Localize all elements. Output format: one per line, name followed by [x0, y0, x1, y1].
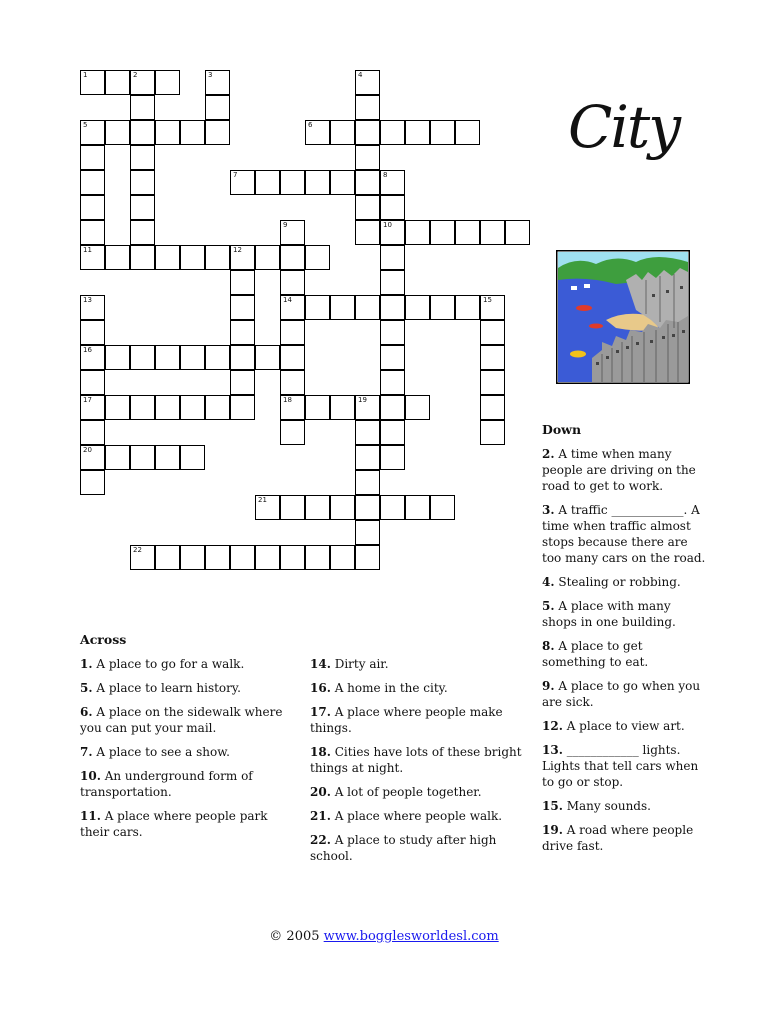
- grid-cell: [455, 220, 480, 245]
- grid-cell: [80, 295, 105, 320]
- clue-number: 12: [233, 246, 242, 254]
- clue-across-20: 20. A lot of people together.: [310, 785, 482, 799]
- grid-cell: [355, 395, 380, 420]
- down-heading: Down: [542, 422, 582, 437]
- grid-cell: [305, 120, 330, 145]
- grid-cell: [80, 320, 105, 345]
- grid-cell: [105, 395, 130, 420]
- clue-across-6: 6. A place on the sidewalk where you can put your mail.: [80, 705, 283, 735]
- clue-down-15: 15. Many sounds.: [542, 799, 651, 813]
- website-link[interactable]: www.bogglesworldesl.com: [323, 929, 499, 944]
- clue-number: 14: [283, 296, 292, 304]
- grid-cell: [330, 395, 355, 420]
- grid-cell: [455, 295, 480, 320]
- grid-cell: [80, 345, 105, 370]
- clue-number: 17: [83, 396, 92, 404]
- grid-cell: [80, 395, 105, 420]
- clue-across-1: 1. A place to go for a walk.: [80, 657, 245, 671]
- grid-cell: [405, 120, 430, 145]
- grid-cell: [155, 245, 180, 270]
- grid-cell: [130, 170, 155, 195]
- grid-cell: [180, 545, 205, 570]
- down-clues-column: [542, 422, 707, 862]
- grid-cell: [280, 545, 305, 570]
- grid-cell: [280, 395, 305, 420]
- grid-cell: [480, 320, 505, 345]
- grid-cell: [480, 295, 505, 320]
- grid-cell: [430, 220, 455, 245]
- grid-cell: [330, 545, 355, 570]
- grid-cell: [255, 495, 280, 520]
- grid-cell: [130, 145, 155, 170]
- grid-cell: [355, 545, 380, 570]
- grid-cell: [355, 495, 380, 520]
- footer: [0, 929, 768, 944]
- grid-cell: [305, 170, 330, 195]
- grid-cell: [130, 395, 155, 420]
- grid-cell: [255, 345, 280, 370]
- grid-cell: [230, 170, 255, 195]
- grid-cell: [480, 395, 505, 420]
- grid-cell: [155, 445, 180, 470]
- grid-cell: [230, 295, 255, 320]
- grid-cell: [205, 120, 230, 145]
- grid-cell: [280, 370, 305, 395]
- grid-cell: [280, 220, 305, 245]
- grid-cell: [380, 120, 405, 145]
- clue-down-5: 5. A place with many shops in one building.: [542, 599, 676, 629]
- grid-cell: [80, 420, 105, 445]
- city-illustration: [556, 250, 690, 384]
- grid-cell: [255, 545, 280, 570]
- grid-cell: [380, 445, 405, 470]
- grid-cell: [155, 395, 180, 420]
- grid-cell: [230, 270, 255, 295]
- grid-cell: [155, 120, 180, 145]
- clue-down-12: 12. A place to view art.: [542, 719, 685, 733]
- grid-cell: [255, 245, 280, 270]
- grid-cell: [130, 195, 155, 220]
- grid-cell: [480, 345, 505, 370]
- grid-cell: [480, 370, 505, 395]
- clue-number: 18: [283, 396, 292, 404]
- grid-cell: [380, 245, 405, 270]
- grid-cell: [305, 545, 330, 570]
- grid-cell: [405, 295, 430, 320]
- grid-cell: [130, 245, 155, 270]
- grid-cell: [80, 195, 105, 220]
- clue-number: 22: [133, 546, 142, 554]
- grid-cell: [355, 95, 380, 120]
- clue-number: 8: [383, 171, 388, 179]
- grid-cell: [180, 445, 205, 470]
- grid-cell: [155, 70, 180, 95]
- grid-cell: [205, 70, 230, 95]
- grid-cell: [355, 470, 380, 495]
- grid-cell: [380, 170, 405, 195]
- clue-across-14: 14. Dirty air.: [310, 657, 389, 671]
- grid-cell: [430, 495, 455, 520]
- grid-cell: [230, 370, 255, 395]
- grid-cell: [80, 445, 105, 470]
- grid-cell: [230, 395, 255, 420]
- clue-number: 19: [358, 396, 367, 404]
- grid-cell: [380, 320, 405, 345]
- grid-cell: [330, 170, 355, 195]
- grid-cell: [80, 120, 105, 145]
- clue-number: 15: [483, 296, 492, 304]
- across-clues-column-2: [310, 656, 530, 872]
- clue-down-2: 2. A time when many people are driving on the road to get to work.: [542, 447, 696, 493]
- grid-cell: [80, 220, 105, 245]
- clue-down-13: 13. ____________ lights. Lights that tell cars when to go or stop.: [542, 743, 699, 789]
- clue-down-8: 8. A place to get something to eat.: [542, 639, 649, 669]
- clue-number: 11: [83, 246, 92, 254]
- grid-cell: [205, 545, 230, 570]
- clue-number: 4: [358, 71, 363, 79]
- grid-cell: [355, 420, 380, 445]
- grid-cell: [280, 295, 305, 320]
- clue-down-9: 9. A place to go when you are sick.: [542, 679, 701, 709]
- grid-cell: [180, 120, 205, 145]
- grid-cell: [480, 420, 505, 445]
- grid-cell: [105, 245, 130, 270]
- clue-number: 7: [233, 171, 238, 179]
- grid-cell: [405, 220, 430, 245]
- clue-down-4: 4. Stealing or robbing.: [542, 575, 681, 589]
- grid-cell: [380, 370, 405, 395]
- copyright-text: © 2005: [269, 929, 320, 944]
- grid-cell: [355, 195, 380, 220]
- clue-number: 6: [308, 121, 313, 129]
- grid-cell: [305, 495, 330, 520]
- grid-cell: [205, 245, 230, 270]
- grid-cell: [380, 220, 405, 245]
- puzzle-title: City: [568, 93, 680, 161]
- grid-cell: [130, 220, 155, 245]
- clue-across-10: 10. An underground form of transportation.: [80, 769, 253, 799]
- clue-down-3: 3. A traffic ____________. A time when traffic almost stops because there are too many cars on the road.: [542, 503, 706, 565]
- grid-cell: [130, 345, 155, 370]
- grid-cell: [230, 320, 255, 345]
- grid-cell: [255, 170, 280, 195]
- grid-cell: [330, 495, 355, 520]
- grid-cell: [80, 370, 105, 395]
- grid-cell: [355, 145, 380, 170]
- grid-cell: [155, 545, 180, 570]
- clue-across-7: 7. A place to see a show.: [80, 745, 230, 759]
- grid-cell: [280, 170, 305, 195]
- grid-cell: [80, 245, 105, 270]
- clue-number: 20: [83, 446, 92, 454]
- across-heading: Across: [80, 632, 127, 647]
- clue-number: 3: [208, 71, 213, 79]
- clue-across-18: 18. Cities have lots of these bright things at night.: [310, 745, 522, 775]
- clue-number: 1: [83, 71, 88, 79]
- grid-cell: [280, 420, 305, 445]
- grid-cell: [230, 245, 255, 270]
- grid-cell: [355, 120, 380, 145]
- grid-cell: [180, 245, 205, 270]
- grid-cell: [205, 345, 230, 370]
- grid-cell: [130, 545, 155, 570]
- clue-number: 9: [283, 221, 288, 229]
- grid-cell: [180, 345, 205, 370]
- grid-cell: [230, 545, 255, 570]
- grid-cell: [380, 495, 405, 520]
- clue-across-16: 16. A home in the city.: [310, 681, 448, 695]
- grid-cell: [355, 70, 380, 95]
- clue-number: 16: [83, 346, 92, 354]
- grid-cell: [105, 445, 130, 470]
- clue-across-21: 21. A place where people walk.: [310, 809, 503, 823]
- grid-cell: [480, 220, 505, 245]
- grid-cell: [305, 395, 330, 420]
- clue-across-5: 5. A place to learn history.: [80, 681, 241, 695]
- clue-number: 2: [133, 71, 138, 79]
- grid-cell: [130, 445, 155, 470]
- clue-number: 10: [383, 221, 392, 229]
- grid-cell: [430, 120, 455, 145]
- grid-cell: [380, 295, 405, 320]
- grid-cell: [355, 170, 380, 195]
- clue-down-19: 19. A road where people drive fast.: [542, 823, 694, 853]
- grid-cell: [505, 220, 530, 245]
- grid-cell: [130, 95, 155, 120]
- grid-cell: [355, 520, 380, 545]
- grid-cell: [305, 295, 330, 320]
- grid-cell: [80, 145, 105, 170]
- grid-cell: [280, 320, 305, 345]
- clue-across-17: 17. A place where people make things.: [310, 705, 503, 735]
- grid-cell: [155, 345, 180, 370]
- grid-cell: [380, 195, 405, 220]
- grid-cell: [330, 120, 355, 145]
- grid-cell: [430, 295, 455, 320]
- grid-cell: [380, 395, 405, 420]
- grid-cell: [205, 95, 230, 120]
- grid-cell: [355, 220, 380, 245]
- grid-cell: [455, 120, 480, 145]
- grid-cell: [105, 120, 130, 145]
- clue-across-22: 22. A place to study after high school.: [310, 833, 497, 863]
- grid-cell: [280, 345, 305, 370]
- grid-cell: [380, 420, 405, 445]
- grid-cell: [80, 70, 105, 95]
- grid-cell: [130, 70, 155, 95]
- grid-cell: [105, 70, 130, 95]
- grid-cell: [280, 495, 305, 520]
- grid-cell: [205, 395, 230, 420]
- grid-cell: [130, 120, 155, 145]
- grid-cell: [305, 245, 330, 270]
- grid-cell: [180, 395, 205, 420]
- grid-cell: [355, 445, 380, 470]
- grid-cell: [80, 470, 105, 495]
- clue-number: 21: [258, 496, 267, 504]
- clue-number: 5: [83, 121, 88, 129]
- clue-number: 13: [83, 296, 92, 304]
- clue-across-11: 11. A place where people park their cars.: [80, 809, 268, 839]
- grid-cell: [380, 270, 405, 295]
- grid-cell: [405, 395, 430, 420]
- grid-cell: [280, 245, 305, 270]
- across-clues-column-1: [80, 632, 295, 848]
- grid-cell: [380, 345, 405, 370]
- grid-cell: [405, 495, 430, 520]
- grid-cell: [230, 345, 255, 370]
- grid-cell: [280, 270, 305, 295]
- grid-cell: [105, 345, 130, 370]
- grid-cell: [80, 170, 105, 195]
- grid-cell: [330, 295, 355, 320]
- grid-cell: [355, 295, 380, 320]
